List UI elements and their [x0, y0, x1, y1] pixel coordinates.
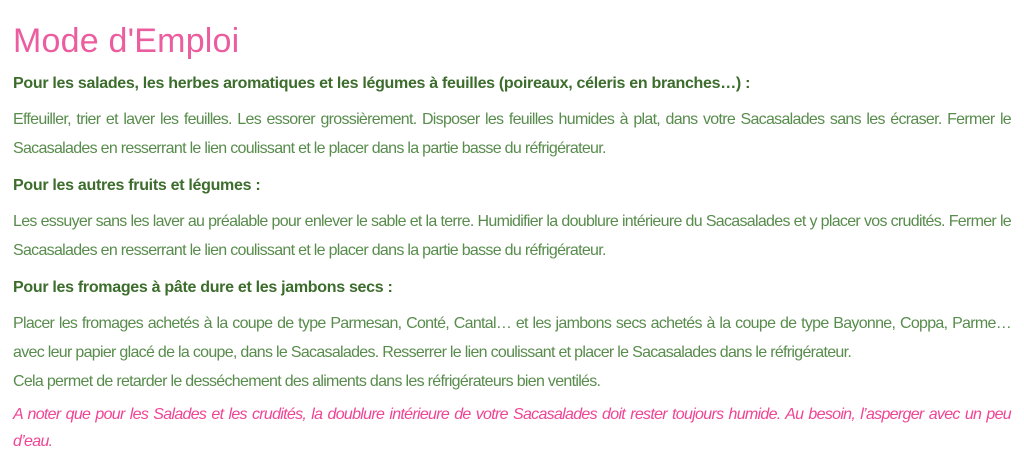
mode-demploi-page	[0, 19, 1024, 455]
fromages-paragraph-line-1: Placer les fromages achetés à la coupe de type Parmesan, Conté, Cantal… et les jambons secs achetés à la coupe de type Bayonne, Coppa, Parme… avec leur papier glacé de la coupe, dans le Sacasalades. Resserrer le lien coulissant et placer le Sacasalades dans le réfrigérateur.	[13, 315, 1011, 361]
section-heading-fromages-jambons: Pour les fromages à pâte dure et les jambons secs :	[13, 279, 393, 296]
section-paragraph-fromages-jambons	[13, 309, 1011, 396]
section-heading-salades: Pour les salades, les herbes aromatiques et les légumes à feuilles (poireaux, céleris en branches…) :	[13, 75, 751, 92]
section-paragraph-salades: Effeuiller, trier et laver les feuilles. Les essorer grossièrement. Disposer les feuilles humides à plat, dans votre Sacasalades sans les écraser. Fermer le Sacasalades en resserrant le lien coulissant et le placer dans la partie basse du réfrigérateur.	[13, 111, 1011, 157]
fromages-paragraph-line-2: Cela permet de retarder le desséchement des aliments dans les réfrigérateurs bien ventilés.	[13, 373, 601, 390]
section-fromages-jambons	[13, 277, 1011, 396]
page-title: Mode d'Emploi	[13, 22, 240, 60]
section-heading-fruits-legumes: Pour les autres fruits et légumes :	[13, 177, 261, 194]
section-salades-herbes-legumes-feuilles	[13, 73, 1011, 163]
note-paragraph: A noter que pour les Salades et les crudités, la doublure intérieure de votre Sacasalades doit rester toujours humide. Au besoin, l’asperger avec un peu d’eau.	[13, 406, 1011, 450]
section-paragraph-fruits-legumes: Les essuyer sans les laver au préalable pour enlever le sable et la terre. Humidifier la doublure intérieure du Sacasalades et y placer vos crudités. Fermer le Sacasalades en resserrant le lien coulissant et le placer dans la partie basse du réfrigérateur.	[13, 213, 1011, 259]
section-autres-fruits-legumes	[13, 175, 1011, 265]
